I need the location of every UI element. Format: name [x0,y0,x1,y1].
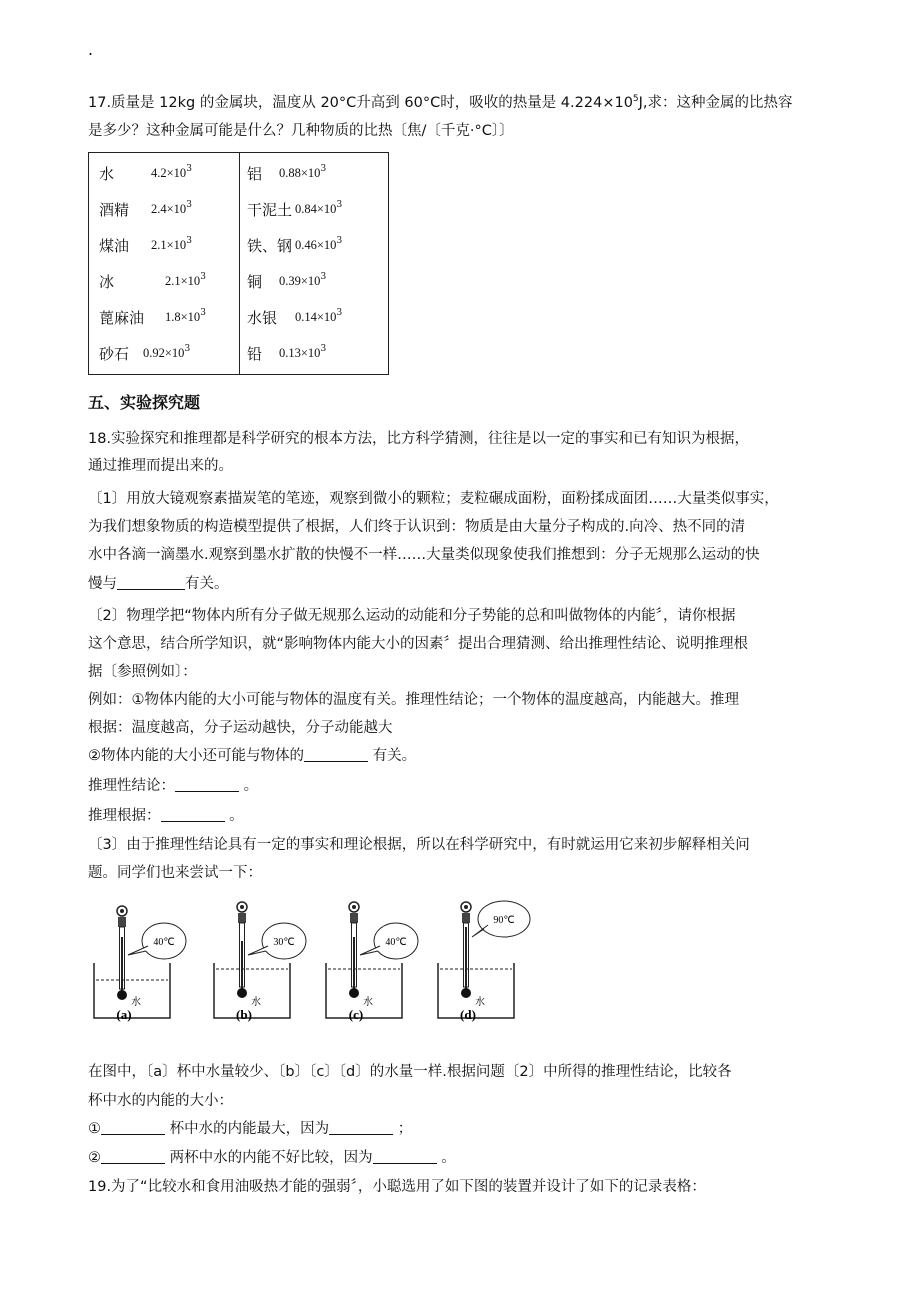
cup-a-temp: 40℃ [153,937,175,948]
table-cell-dry-soil: 干泥土 [247,201,293,219]
q18-p3-line-2: 题。同学们也来尝试一下： [88,865,262,881]
cup-d-liquid: 水 [475,997,485,1008]
table-value: $0.46\times 10^3$ [295,236,343,252]
table-column-divider [239,153,240,374]
table-value: $1.8\times 10^3$ [165,308,206,324]
table-cell-sand: 砂石 [99,345,130,363]
table-cell-copper: 铜 [247,273,263,291]
cup-b-liquid: 水 [251,997,261,1008]
table-cell-kerosene: 煤油 [99,237,130,255]
q18-p1-line-4: 慢与 有关。 [88,576,229,592]
table-cell-alcohol: 酒精 [99,201,130,219]
q18-example-line-2: 根据：温度越高，分子运动越快，分子动能越大 [88,720,393,736]
cup-b-temp: 30℃ [273,937,295,948]
answer-blank[interactable] [101,1120,165,1135]
q18-answer-1: ① 杯中水的内能最大，因为 ； [88,1121,413,1137]
cup-b-label: (b) [236,1007,252,1022]
table-cell-castor-oil: 蓖麻油 [99,309,145,327]
table-value: $2.1\times 10^3$ [165,272,206,288]
table-value: $0.39\times 10^3$ [279,272,327,288]
table-value: $2.1\times 10^3$ [151,236,192,252]
q18-after-line-1: 在图中，〔a〕杯中水量较少、〔b〕〔c〕〔d〕的水量一样.根据问题〔2〕中所得的推理性结论，比较各 [88,1064,732,1080]
table-value: $0.13\times 10^3$ [279,344,327,360]
q18-item-2: ②物体内能的大小还可能与物体的 有关。 [88,748,417,764]
q18-conclusion: 推理性结论： 。 [88,778,259,794]
table-cell-water: 水 [99,165,115,183]
table-cell-mercury: 水银 [247,309,278,327]
answer-blank[interactable] [101,1149,165,1164]
table-cell-iron-steel: 铁、钢 [247,237,293,255]
q18-basis: 推理根据： 。 [88,808,244,824]
table-value: $0.88\times 10^3$ [279,164,327,180]
table-cell-lead: 铅 [247,345,263,363]
cup-d [438,901,530,1022]
q18-p1-line-2: 为我们想象物质的构造模型提供了根据，人们终于认识到：物质是由大量分子构成的.向冷、热不同的清 [88,519,746,535]
section-5-heading: 五、实验探究题 [88,393,201,412]
q18-p1-line-3: 水中各滴一滴墨水.观察到墨水扩散的快慢不一样……大量类似现象使我们推想到：分子无规那么运动的快 [88,547,760,563]
q17-line-1: 17.质量是 12kg 的金属块，温度从 20°C升高到 60°C时，吸收的热量是 $4.224\times 10^5J$,求：这种金属的比热容 [88,94,793,111]
table-value: $2.4\times 10^3$ [151,200,192,216]
table-cell-aluminum: 铝 [247,165,263,183]
q17-superscript: 5 [632,94,639,104]
q18-example-line-1: 例如：①物体内能的大小可能与物体的温度有关。推理性结论；一个物体的温度越高，内能越大。推理 [88,692,739,708]
answer-blank[interactable] [373,1149,437,1164]
q18-p2-line-3: 据〔参照例如〕： [88,664,197,680]
q18-p2-line-2: 这个意思，结合所学知识，就“影响物体内能大小的因素〞提出合理猜测、给出推理性结论、说明推理根 [88,636,749,652]
q18-intro-line-1: 18.实验探究和推理都是科学研究的根本方法，比方科学猜测，往往是以一定的事实和已有知识为根据， [88,431,750,447]
answer-blank[interactable] [329,1120,393,1135]
q18-p1-line-1: 〔1〕用放大镜观察素描炭笔的笔迹，观察到微小的颗粒；麦粒碾成面粉，面粉揉成面团……大量类似事实， [88,491,779,507]
cup-a [94,906,186,1022]
cup-c-liquid: 水 [363,997,373,1008]
header-mark: . [88,40,94,59]
table-value: $0.84\times 10^3$ [295,200,343,216]
answer-blank[interactable] [117,575,185,590]
q18-answer-2: ② 两杯中水的内能不好比较，因为 。 [88,1150,456,1166]
specific-heat-table [88,152,389,375]
q19-line-1: 19.为了“比较水和食用油吸热才能的强弱〞，小聪选用了如下图的装置并设计了如下的记录表格： [88,1179,706,1195]
cup-c [326,902,418,1022]
cup-d-temp: 90℃ [493,915,515,926]
cup-a-label: (a) [116,1007,132,1022]
q18-p2-line-1: 〔2〕物理学把“物体内所有分子做无规那么运动的动能和分子势能的总和叫做物体的内能〞，请你根据 [88,608,736,624]
q18-p3-line-1: 〔3〕由于推理性结论具有一定的事实和理论根据，所以在科学研究中，有时就运用它来初步解释相关问 [88,837,750,853]
cup-c-temp: 40℃ [385,937,407,948]
answer-blank[interactable] [161,807,225,822]
q17-line-2: 是多少？这种金属可能是什么？几种物质的比热〔焦/〔千克·°C〕〕 [88,123,514,139]
cup-c-label: (c) [348,1007,364,1022]
q18-after-line-2: 杯中水的内能的大小： [88,1093,233,1109]
table-value: $0.92\times 10^3$ [143,344,191,360]
table-value: $0.14\times 10^3$ [295,308,343,324]
table-cell-ice: 冰 [99,273,115,291]
beaker-thermometer-figure [90,893,540,1023]
table-value: $4.2\times 10^3$ [151,164,192,180]
answer-blank[interactable] [304,747,368,762]
cup-b [214,902,306,1022]
cup-d-label: (d) [460,1007,476,1022]
q18-intro-line-2: 通过推理而提出来的。 [88,458,233,474]
answer-blank[interactable] [175,777,239,792]
cup-a-liquid: 水 [131,997,141,1008]
